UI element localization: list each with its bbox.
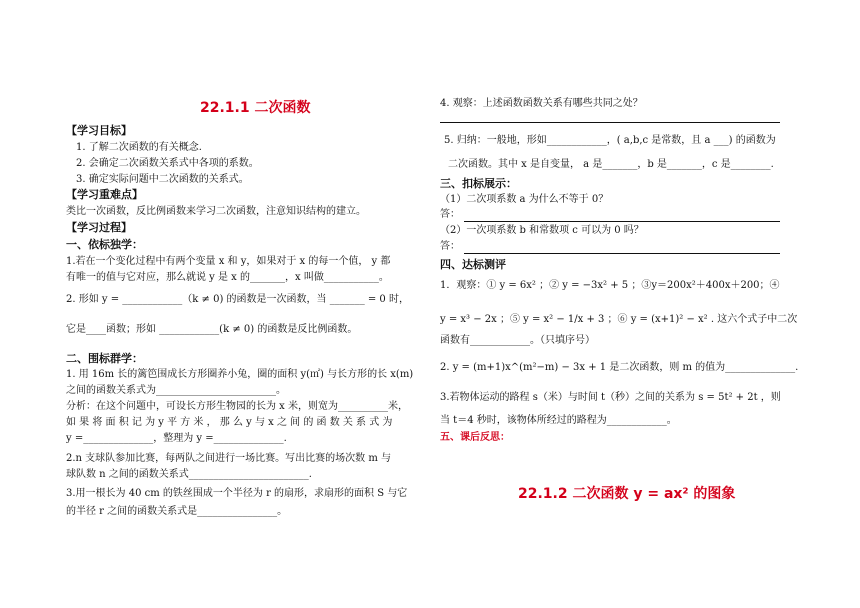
answer-label-2: 答： xyxy=(440,241,460,252)
next-lesson-title: 22.1.2 二次函数 y = ax² 的图象 xyxy=(518,486,736,502)
test-2: 2. y = (m+1)x^(m²−m) − 3x + 1 是二次函数，则 m 的值为______________. xyxy=(440,362,799,373)
question-2-line-2: 它是____函数；形如 ____________(k ≠ 0) 的函数是反比例函数。 xyxy=(66,324,358,335)
lesson-title: 22.1.1 二次函数 xyxy=(200,100,311,116)
show-question-1: （1）二次项系数 a 为什么不等于 0？ xyxy=(440,194,609,205)
goal-2: 2. 会确定二次函数关系式中各项的系数。 xyxy=(76,158,259,169)
show-question-2: （2）一次项系数 b 和常数项 c 可以为 0 吗？ xyxy=(440,225,644,236)
test-3-line-1: 3.若物体运动的路程 s（米）与时间 t（秒）之间的关系为 s = 5t² + 2t ，则 xyxy=(440,392,781,403)
answer-line-s1 xyxy=(464,221,780,222)
heading-process: 【学习过程】 xyxy=(66,221,132,234)
heading-section-1: 一、依标独学： xyxy=(66,238,143,251)
goal-1: 1. 了解二次函数的有关概念. xyxy=(76,142,202,153)
question-1-line-2: 有唯一的值与它对应，那么就说 y 是 x 的_______，x 叫做___________。 xyxy=(66,272,389,283)
group-1-line-1: 1. 用 16m 长的篱笆围成长方形圈养小兔，圈的面积 y(㎡) 与长方形的长 x(m) xyxy=(66,369,414,380)
question-5-line-1: 5. 归纳：一般地，形如____________，( a,b,c 是常数，且 a ___) 的函数为 xyxy=(444,135,776,146)
test-3-line-2: 当 t＝4 秒时，该物体所经过的路程为____________。 xyxy=(440,415,677,426)
heading-key-points: 【学习重难点】 xyxy=(66,188,143,201)
answer-line-4 xyxy=(440,122,780,123)
question-4: 4. 观察：上述函数函数关系有哪些共同之处？ xyxy=(440,98,643,109)
goal-3: 3. 确定实际问题中二次函数的关系式。 xyxy=(76,174,249,185)
heading-section-3: 三、扣标展示： xyxy=(440,177,517,190)
group-1-line-4: 如 果 将 面 积 记 为 y 平 方 米 ， 那 么 y 与 x 之 间 的 函 数 关 系 式 为 xyxy=(66,417,393,428)
question-2-line-1: 2. 形如 y = ____________（k ≠ 0) 的函数是一次函数，当 _______ = 0 时， xyxy=(66,294,409,305)
group-1-line-3: 分析：在这个问题中，可设长方形生物园的长为 x 米，则宽为__________米， xyxy=(66,401,408,412)
group-1-line-5: y =______________，整理为 y =______________. xyxy=(66,433,287,444)
answer-line-s2 xyxy=(464,253,780,254)
key-points-text: 类比一次函数，反比例函数来学习二次函数，注意知识结构的建立。 xyxy=(66,206,366,217)
group-3-line-2: 的半径 r 之间的函数关系式是________________。 xyxy=(66,506,288,517)
test-1-line-1: 1．观察：① y = 6x² ；② y = −3x² + 5 ；③y＝200x²＋400x＋200；④ xyxy=(440,280,780,291)
test-1-line-3: 函数有____________。（只填序号） xyxy=(440,335,595,346)
question-1-line-1: 1.若在一个变化过程中有两个变量 x 和 y，如果对于 x 的每一个值， y 都 xyxy=(66,256,391,267)
answer-label-1: 答： xyxy=(440,209,460,220)
group-3-line-1: 3.用一根长为 40 cm 的铁丝围成一个半径为 r 的扇形，求扇形的面积 S 与它 xyxy=(66,488,408,499)
heading-section-4: 四、达标测评 xyxy=(440,258,506,271)
question-5-line-2: 二次函数。其中 x 是自变量， a 是_______，b 是_______，c 是________. xyxy=(448,159,774,170)
group-1-line-2: 之间的函数关系式为________________________。 xyxy=(66,385,286,396)
group-2-line-1: 2.n 支球队参加比赛，每两队之间进行一场比赛。写出比赛的场次数 m 与 xyxy=(66,453,391,464)
heading-section-5: 五、课后反思： xyxy=(440,432,510,443)
heading-section-2: 二、围标群学： xyxy=(66,352,143,365)
heading-goals: 【学习目标】 xyxy=(66,124,132,137)
group-2-line-2: 球队数 n 之间的函数关系式________________________. xyxy=(66,469,312,480)
test-1-line-2: y = x³ − 2x ；⑤ y = x² − 1/x + 3 ；⑥ y = (x+1)² − x² . 这六个式子中二次 xyxy=(440,314,798,325)
